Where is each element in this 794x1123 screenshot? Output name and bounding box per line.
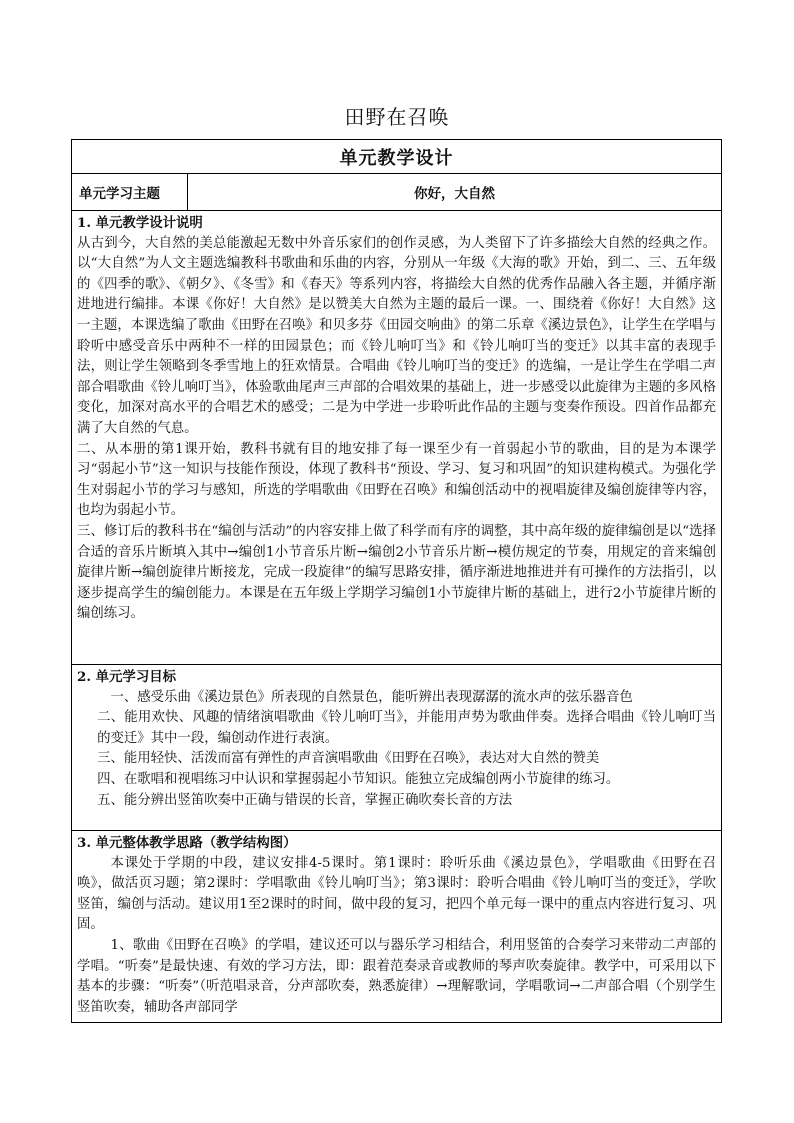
table-header: 单元教学设计 (72, 140, 721, 174)
goal-item: 四、在歌唱和视唱练习中认识和掌握弱起小节知识。能独立完成编创两小节旋律的练习。 (97, 771, 620, 787)
theme-label: 单元学习主题 (72, 174, 188, 210)
section-title: 1. 单元教学设计说明 (77, 215, 203, 231)
paragraph: 二、从本册的第1课开始，教科书就有目的地安排了每一课至少有一首弱起小节的歌曲，目的是为本课学习“弱起小节”这一知识与技能作预设，体现了教科书“预设、学习、复习和巩固”的知识建构模式。为强化学生对弱起小节的学习与感知，所选的学唱歌曲《田野在召唤》和编创活动中的视唱旋律及编创旋律等内容，也均为弱起小节。 (77, 441, 716, 519)
page-title: 田野在召唤 (344, 105, 450, 129)
goal-item: 二、能用欢快、风趣的情绪演唱歌曲《铃儿响叮当》，并能用声势为歌曲伴奏。选择合唱曲《铃儿响叮当的变迁》其中一段，编创动作进行表演。 (97, 710, 716, 746)
paragraph: 1、歌曲《田野在召唤》的学唱，建议还可以与器乐学习相结合，利用竖笛的合奏学习来带动二声部的学唱。“听奏”是最快速、有效的学习方法，即：跟着范奏录音或教师的琴声吹奏旋律。教学中，可采用以下基本的步骤：“听奏”（听范唱录音，分声部吹奏，熟悉旋律）→理解歌词，学唱歌词→二声部合唱（个别学生竖笛吹奏，辅助各声部同学 (77, 937, 716, 1015)
goal-item: 三、能用轻快、活泼而富有弹性的声音演唱歌曲《田野在召唤》，表达对大自然的赞美 (97, 751, 600, 767)
section-design-notes (72, 211, 721, 665)
unit-design-table (71, 139, 722, 1023)
theme-row (72, 174, 721, 211)
section-learning-goals (72, 665, 721, 831)
paragraph: 三、修订后的教科书在“编创与活动”的内容安排上做了科学而有序的调整，其中高年级的旋律编创是以“选择合适的音乐片断填入其中→编创1小节音乐片断→编创2小节音乐片断→模仿规定的节奏，用规定的音来编创旋律片断→编创旋律片断接龙，完成一段旋律”的编写思路安排，循序渐进地推进并有可操作的方法指引，以逐步提高学生的编创能力。本课是在五年级上学期学习编创1小节旋律片断的基础上，进行2小节旋律片断的编创练习。 (77, 523, 716, 622)
section-teaching-ideas (72, 831, 721, 1023)
section-title: 2. 单元学习目标 (77, 669, 176, 685)
section-title: 3. 单元整体教学思路（教学结构图） (77, 835, 297, 851)
paragraph: 本课处于学期的中段，建议安排4-5课时。第1课时：聆听乐曲《溪边景色》，学唱歌曲《田野在召唤》，做活页习题；第2课时：学唱歌曲《铃儿响叮当》；第3课时：聆听合唱曲《铃儿响叮当的变迁》，学吹竖笛，编创与活动。建议用1至2课时的时间，做中段的复习，把四个单元每一课中的重点内容进行复习、巩固。 (77, 855, 716, 933)
paragraph: 从古到今，大自然的美总能激起无数中外音乐家们的创作灵感，为人类留下了许多描绘大自然的经典之作。以“大自然”为人文主题选编教科书歌曲和乐曲的内容，分别从一年级《大海的歌》开始，到二、三、五年级的《四季的歌》、《朝夕》、《冬雪》和《春天》等系列内容，将描绘大自然的优秀作品融入各主题，并循序渐进地进行编排。本课《你好！大自然》是以赞美大自然为主题的最后一课。一、围绕着《你好！大自然》这一主题，本课选编了歌曲《田野在召唤》和贝多芬《田园交响曲》的第二乐章《溪边景色》，让学生在学唱与聆听中感受音乐中两种不一样的田园景色；而《铃儿响叮当》和《铃儿响叮当的变迁》以其丰富的表现手法，则让学生领略到冬季雪地上的狂欢情景。合唱曲《铃儿响叮当的变迁》的选编，一是让学生在学唱二声部合唱歌曲《铃儿响叮当》，体验歌曲尾声三声部的合唱效果的基础上，进一步感受以此旋律为主题的多风格变化，加深对高水平的合唱艺术的感受；二是为中学进一步聆听此作品的主题与变奏作预设。四首作品都充满了大自然的气息。 (77, 235, 716, 436)
goal-item: 五、能分辨出竖笛吹奏中正确与错误的长音，掌握正确吹奏长音的方法 (97, 792, 513, 808)
goal-item: 一、感受乐曲《溪边景色》所表现的自然景色，能听辨出表现潺潺的流水声的弦乐器音色 (110, 689, 633, 705)
theme-value: 你好，大自然 (414, 186, 495, 202)
